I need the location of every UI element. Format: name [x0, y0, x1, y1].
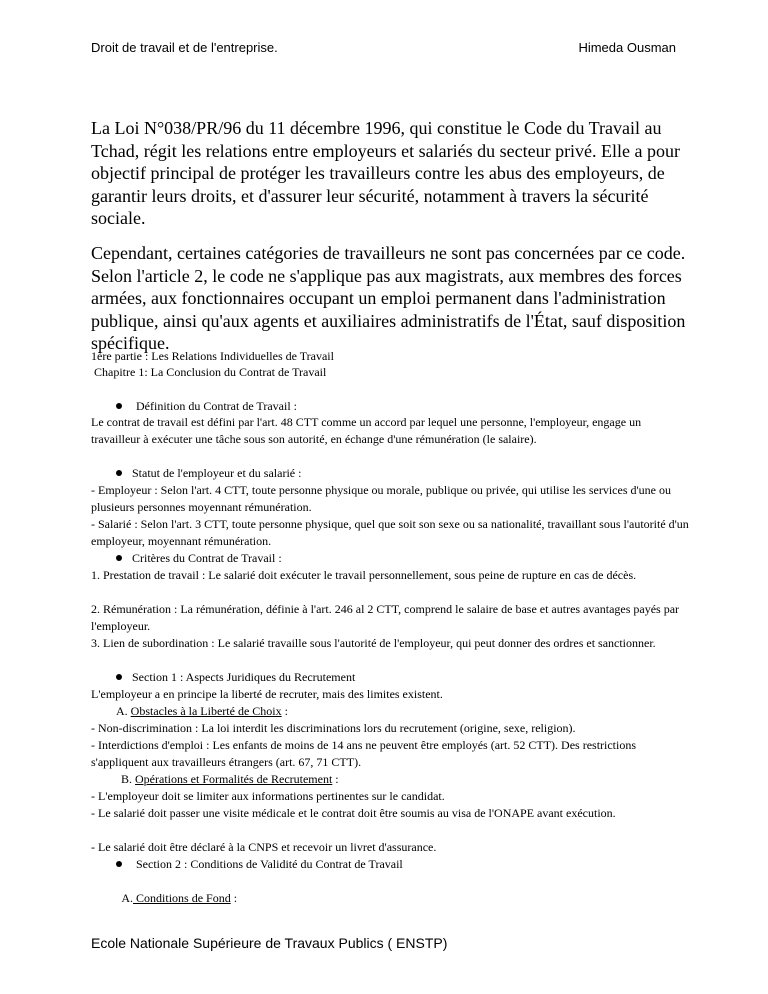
criteres-heading: Critères du Contrat de Travail : — [132, 551, 282, 565]
intro-paragraph-2: Cependant, certaines catégories de travailleurs ne sont pas concernées par ce code. Selon l'article 2, le code ne s'applique pas aux magistrats, aux membres des forces armées, aux fonctionnaires occupant un emploi permanent dans l'administration publique, ainsi qu'aux agents et auxiliaires administratifs de l'État, sauf disposition spécifique. — [91, 243, 686, 353]
subsection-b-heading — [121, 771, 339, 788]
subsection-a-prefix: A. — [116, 704, 131, 718]
bullet-section2 — [116, 856, 403, 873]
bullet-icon — [116, 555, 122, 561]
section2-heading: Section 2 : Conditions de Validité du Contrat de Travail — [136, 857, 403, 871]
subsection-a2-heading — [116, 873, 237, 907]
bullet-icon — [116, 403, 122, 409]
header-author: Himeda Ousman — [578, 40, 676, 55]
bullet-statut — [116, 465, 301, 482]
subsection-b-title: Opérations et Formalités de Recrutement — [135, 772, 333, 786]
part-title: 1ère partie : Les Relations Individuelles de Travail — [91, 349, 334, 363]
critere-3-text: 3. Lien de subordination : Le salarié travaille sous l'autorité de l'employeur, qui peut donner des ordres et sanctionner. — [91, 636, 656, 650]
header-title: Droit de travail et de l'entreprise. — [91, 40, 278, 55]
subsection-a2-suffix: : — [230, 891, 238, 905]
subsection-a2-prefix: A. — [121, 891, 134, 905]
subsection-a-suffix: : — [281, 704, 288, 718]
b-item-3-text: - Le salarié doit être déclaré à la CNPS et recevoir un livret d'assurance. — [91, 840, 437, 854]
subsection-b-suffix: : — [332, 772, 339, 786]
definition-text: Le contrat de travail est défini par l'art. 48 CTT comme un accord par lequel une personne, l'employeur, engage un travailleur à exécuter une tâche sous son autorité, en échange d'une rémunération (le salaire). — [91, 415, 642, 446]
footer-institution: Ecole Nationale Supérieure de Travaux Publics ( ENSTP) — [91, 935, 448, 951]
statut-salarie-text: - Salarié : Selon l'art. 3 CTT, toute personne physique, quel que soit son sexe ou sa nationalité, travaillant sous l'autorité d'un employeur, moyennant rémunération. — [91, 517, 689, 548]
bullet-icon — [116, 674, 122, 680]
intro-paragraph-1: La Loi N°038/PR/96 du 11 décembre 1996, qui constitue le Code du Travail au Tchad, régit les relations entre employeurs et salariés du secteur privé. Elle a pour objectif principal de protéger les travailleurs contre les abus des employeurs, de garantir leurs droits, et d'assurer leur sécurité, notamment à travers la sécurité sociale. — [91, 118, 681, 228]
bullet-section1 — [116, 669, 355, 686]
critere-1-text: 1. Prestation de travail : Le salarié doit exécuter le travail personnellement, sous peine de rupture en cas de décès. — [91, 568, 637, 582]
subsection-a2-title: Conditions de Fond — [133, 891, 231, 905]
subsection-b-prefix: B. — [121, 772, 136, 786]
b-item-1-text: - L'employeur doit se limiter aux informations pertinentes sur le candidat. — [91, 789, 445, 803]
subsection-a-title: Obstacles à la Liberté de Choix — [130, 704, 282, 718]
bullet-definition — [116, 398, 297, 415]
a-item-2-text: - Interdictions d'emploi : Les enfants de moins de 14 ans ne peuvent être employés (art. 52 CTT). Des restrictions s'appliquent aux travailleurs étrangers (art. 67, 71 CTT). — [91, 738, 637, 769]
bullet-icon — [116, 861, 122, 867]
critere-2-text: 2. Rémunération : La rémunération, définie à l'art. 246 al 2 CTT, comprend le salaire de base et autres avantages payés par l'employeur. — [91, 602, 680, 633]
b-item-2-text: - Le salarié doit passer une visite médicale et le contrat doit être soumis au visa de l'ONAPE avant exécution. — [91, 806, 616, 820]
bullet-criteres — [116, 550, 282, 567]
bullet-icon — [116, 470, 122, 476]
subsection-a-heading — [116, 703, 288, 720]
section1-heading: Section 1 : Aspects Juridiques du Recrutement — [132, 670, 356, 684]
chapter-title: Chapitre 1: La Conclusion du Contrat de Travail — [91, 365, 327, 379]
section1-text: L'employeur a en principe la liberté de recruter, mais des limites existent. — [91, 687, 443, 701]
a-item-1-text: - Non-discrimination : La loi interdit les discriminations lors du recrutement (origine, sexe, religion). — [91, 721, 576, 735]
statut-employeur-text: - Employeur : Selon l'art. 4 CTT, toute personne physique ou morale, publique ou privée, qui utilise les services d'une ou plusieurs personnes moyennant rémunération. — [91, 483, 671, 514]
definition-heading: Définition du Contrat de Travail : — [136, 399, 297, 413]
statut-heading: Statut de l'employeur et du salarié : — [132, 466, 302, 480]
